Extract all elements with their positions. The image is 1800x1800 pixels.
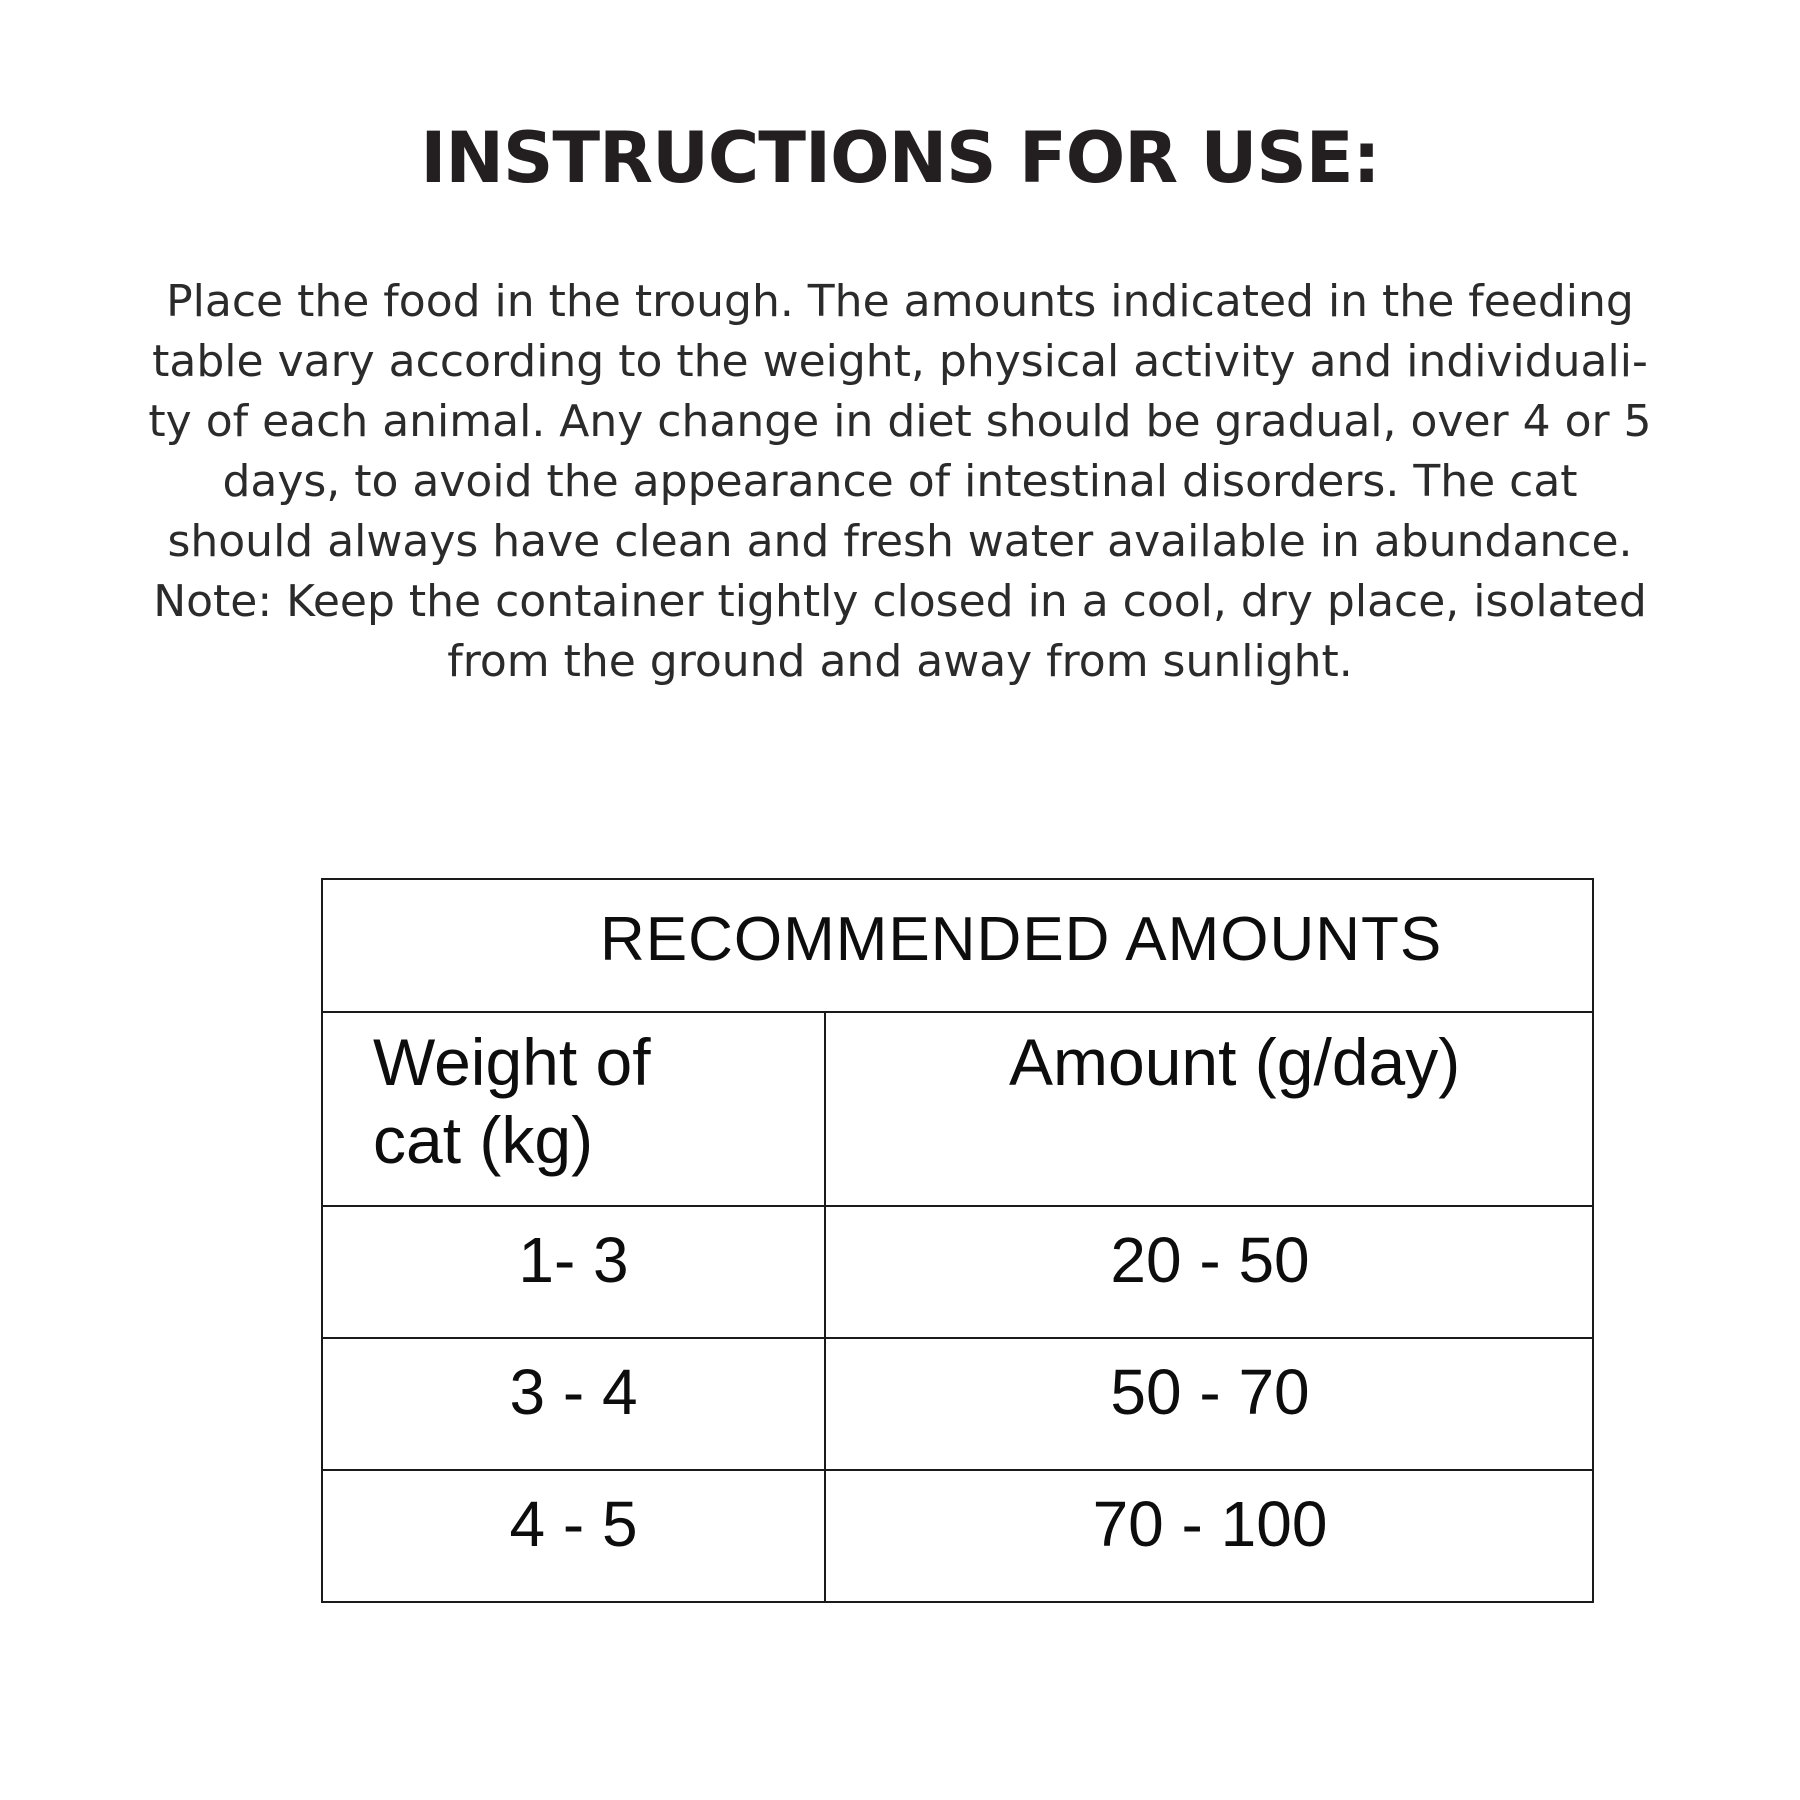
header-weight-line1: Weight of xyxy=(373,1025,651,1099)
instructions-line: ty of each animal. Any change in diet should be gradual, over 4 or 5 xyxy=(148,396,1652,447)
header-amount: Amount (g/day) xyxy=(1009,1025,1461,1099)
weight-cell xyxy=(323,1339,826,1469)
amount-cell xyxy=(826,1339,1594,1469)
instructions-line: Place the food in the trough. The amounts indicated in the feeding xyxy=(166,276,1634,327)
table-title: RECOMMENDED AMOUNTS xyxy=(600,905,1443,974)
instructions-paragraph xyxy=(70,272,1730,692)
instructions-line: table vary according to the weight, physical activity and individuali- xyxy=(152,336,1648,387)
weight-value: 4 - 5 xyxy=(509,1488,638,1560)
recommended-amounts-table xyxy=(321,878,1594,1603)
page-title: INSTRUCTIONS FOR USE: xyxy=(420,117,1380,199)
weight-value: 3 - 4 xyxy=(509,1356,638,1428)
header-cell-amount xyxy=(826,1013,1594,1205)
header-cell-weight xyxy=(323,1013,826,1205)
instructions-line: days, to avoid the appearance of intestinal disorders. The cat xyxy=(222,456,1578,507)
amount-cell xyxy=(826,1471,1594,1601)
instructions-line: Note: Keep the container tightly closed in a cool, dry place, isolated xyxy=(153,576,1647,627)
amount-value: 20 - 50 xyxy=(1110,1224,1310,1296)
weight-cell xyxy=(323,1471,826,1601)
table-row xyxy=(323,1471,1592,1601)
table-row xyxy=(323,1339,1592,1471)
amount-value: 50 - 70 xyxy=(1110,1356,1310,1428)
table-title-row xyxy=(323,880,1592,1013)
table-header-row xyxy=(323,1013,1592,1207)
table-row xyxy=(323,1207,1592,1339)
amount-value: 70 - 100 xyxy=(1092,1488,1328,1560)
weight-cell xyxy=(323,1207,826,1337)
amount-cell xyxy=(826,1207,1594,1337)
instructions-line: should always have clean and fresh water available in abundance. xyxy=(167,516,1633,567)
header-weight-line2: cat (kg) xyxy=(373,1103,594,1177)
weight-value: 1- 3 xyxy=(518,1224,629,1296)
instructions-line: from the ground and away from sunlight. xyxy=(447,636,1353,687)
